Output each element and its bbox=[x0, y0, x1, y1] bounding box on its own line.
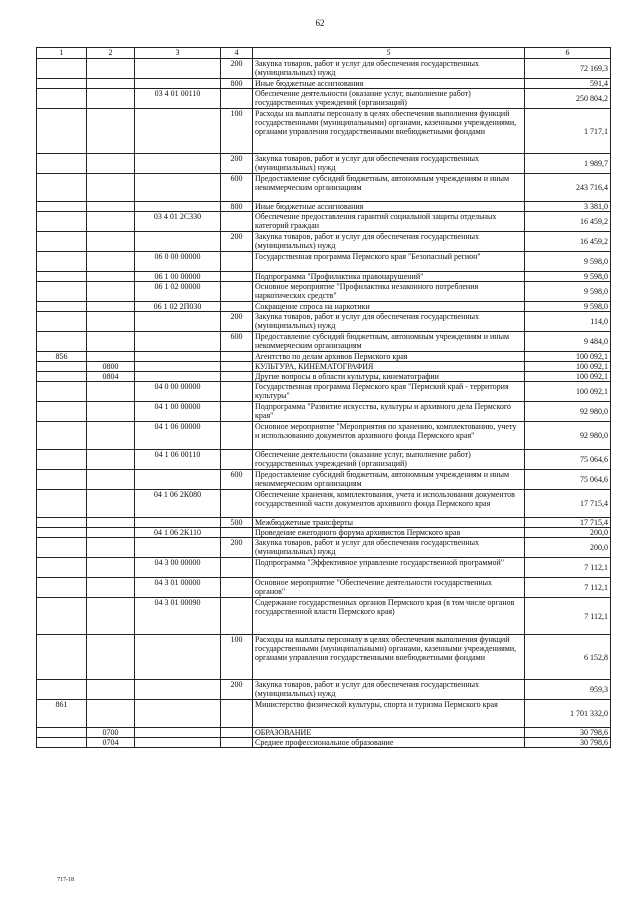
page-number: 62 bbox=[315, 18, 325, 28]
amount-cell: 16 459,2 bbox=[525, 212, 611, 232]
item-name-cell: Закупка товаров, работ и услуг для обеспечения государственных (муниципальных) нужд bbox=[253, 59, 525, 79]
amount-cell: 591,4 bbox=[525, 79, 611, 89]
section-code-cell bbox=[87, 282, 135, 302]
agency-code-cell bbox=[37, 382, 87, 402]
item-name-cell: Основное мероприятие "Профилактика незаконного потребления наркотических средств" bbox=[253, 282, 525, 302]
amount-cell: 1 717,1 bbox=[525, 109, 611, 154]
table-row bbox=[37, 332, 611, 352]
target-article-cell: 04 3 01 00000 bbox=[135, 578, 221, 598]
amount-cell: 7 112,1 bbox=[525, 558, 611, 578]
target-article-cell bbox=[135, 680, 221, 700]
section-code-cell bbox=[87, 700, 135, 728]
table-row bbox=[37, 202, 611, 212]
agency-code-cell bbox=[37, 109, 87, 154]
agency-code-cell bbox=[37, 154, 87, 174]
item-name-cell: ОБРАЗОВАНИЕ bbox=[253, 728, 525, 738]
table-row bbox=[37, 59, 611, 79]
target-article-cell: 04 3 00 00000 bbox=[135, 558, 221, 578]
footer-code: 717-18 bbox=[57, 877, 74, 883]
table-row bbox=[37, 272, 611, 282]
expense-type-cell: 600 bbox=[221, 470, 253, 490]
target-article-cell: 04 0 00 00000 bbox=[135, 382, 221, 402]
target-article-cell: 04 1 06 00110 bbox=[135, 450, 221, 470]
section-code-cell bbox=[87, 202, 135, 212]
table-row bbox=[37, 382, 611, 402]
target-article-cell bbox=[135, 174, 221, 202]
section-code-cell bbox=[87, 312, 135, 332]
expense-type-cell bbox=[221, 212, 253, 232]
expense-type-cell bbox=[221, 558, 253, 578]
expense-type-cell bbox=[221, 252, 253, 272]
expense-type-cell: 600 bbox=[221, 332, 253, 352]
agency-code-cell bbox=[37, 598, 87, 635]
section-code-cell bbox=[87, 578, 135, 598]
agency-code-cell bbox=[37, 680, 87, 700]
amount-cell: 9 598,0 bbox=[525, 282, 611, 302]
item-name-cell: Закупка товаров, работ и услуг для обеспечения государственных (муниципальных) нужд bbox=[253, 538, 525, 558]
column-number: 2 bbox=[87, 48, 135, 59]
target-article-cell bbox=[135, 635, 221, 680]
expense-type-cell bbox=[221, 402, 253, 422]
target-article-cell bbox=[135, 372, 221, 382]
table-row bbox=[37, 635, 611, 680]
item-name-cell: Государственная программа Пермского края "Безопасный регион" bbox=[253, 252, 525, 272]
amount-cell: 3 381,0 bbox=[525, 202, 611, 212]
target-article-cell bbox=[135, 79, 221, 89]
amount-cell: 250 804,2 bbox=[525, 89, 611, 109]
item-name-cell: Государственная программа Пермского края "Пермский край - территория культуры" bbox=[253, 382, 525, 402]
amount-cell: 243 716,4 bbox=[525, 174, 611, 202]
table-row bbox=[37, 282, 611, 302]
agency-code-cell bbox=[37, 558, 87, 578]
target-article-cell bbox=[135, 312, 221, 332]
target-article-cell bbox=[135, 362, 221, 372]
table-row bbox=[37, 372, 611, 382]
amount-cell: 92 980,0 bbox=[525, 402, 611, 422]
item-name-cell: Среднее профессиональное образование bbox=[253, 738, 525, 748]
column-number: 6 bbox=[525, 48, 611, 59]
amount-cell: 16 459,2 bbox=[525, 232, 611, 252]
section-code-cell bbox=[87, 272, 135, 282]
target-article-cell bbox=[135, 700, 221, 728]
agency-code-cell bbox=[37, 538, 87, 558]
amount-cell: 200,0 bbox=[525, 538, 611, 558]
item-name-cell: Закупка товаров, работ и услуг для обеспечения государственных (муниципальных) нужд bbox=[253, 154, 525, 174]
section-code-cell bbox=[87, 528, 135, 538]
table-row bbox=[37, 518, 611, 528]
table-row bbox=[37, 79, 611, 89]
item-name-cell: Предоставление субсидий бюджетным, автономным учреждениям и иным некоммерческим организациям bbox=[253, 470, 525, 490]
item-name-cell: Закупка товаров, работ и услуг для обеспечения государственных (муниципальных) нужд bbox=[253, 680, 525, 700]
section-code-cell bbox=[87, 174, 135, 202]
item-name-cell: Предоставление субсидий бюджетным, автономным учреждениям и иным некоммерческим организациям bbox=[253, 174, 525, 202]
agency-code-cell bbox=[37, 578, 87, 598]
target-article-cell: 04 1 06 2К080 bbox=[135, 490, 221, 518]
target-article-cell: 03 4 01 2С330 bbox=[135, 212, 221, 232]
amount-cell: 17 715,4 bbox=[525, 518, 611, 528]
table-row bbox=[37, 352, 611, 362]
agency-code-cell bbox=[37, 212, 87, 232]
expense-type-cell bbox=[221, 89, 253, 109]
section-code-cell: 0704 bbox=[87, 738, 135, 748]
item-name-cell: Межбюджетные трансферты bbox=[253, 518, 525, 528]
agency-code-cell: 861 bbox=[37, 700, 87, 728]
item-name-cell: КУЛЬТУРА, КИНЕМАТОГРАФИЯ bbox=[253, 362, 525, 372]
agency-code-cell bbox=[37, 490, 87, 518]
agency-code-cell bbox=[37, 402, 87, 422]
section-code-cell bbox=[87, 109, 135, 154]
item-name-cell: Подпрограмма "Развитие искусства, культуры и архивного дела Пермского края" bbox=[253, 402, 525, 422]
agency-code-cell bbox=[37, 738, 87, 748]
expense-type-cell: 800 bbox=[221, 202, 253, 212]
section-code-cell bbox=[87, 450, 135, 470]
target-article-cell bbox=[135, 518, 221, 528]
agency-code-cell bbox=[37, 362, 87, 372]
target-article-cell bbox=[135, 332, 221, 352]
agency-code-cell bbox=[37, 728, 87, 738]
agency-code-cell bbox=[37, 89, 87, 109]
item-name-cell: Иные бюджетные ассигнования bbox=[253, 202, 525, 212]
agency-code-cell bbox=[37, 59, 87, 79]
amount-cell: 200,0 bbox=[525, 528, 611, 538]
table-row bbox=[37, 312, 611, 332]
section-code-cell bbox=[87, 422, 135, 450]
item-name-cell: Содержание государственных органов Пермского края (в том числе органов государственной власти Пермского края) bbox=[253, 598, 525, 635]
column-number-row bbox=[37, 48, 611, 59]
item-name-cell: Предоставление субсидий бюджетным, автономным учреждениям и иным некоммерческим организациям bbox=[253, 332, 525, 352]
section-code-cell bbox=[87, 680, 135, 700]
expense-type-cell bbox=[221, 352, 253, 362]
section-code-cell: 0700 bbox=[87, 728, 135, 738]
table-row bbox=[37, 212, 611, 232]
table-row bbox=[37, 598, 611, 635]
expense-type-cell bbox=[221, 362, 253, 372]
section-code-cell bbox=[87, 538, 135, 558]
target-article-cell bbox=[135, 154, 221, 174]
expense-type-cell bbox=[221, 490, 253, 518]
agency-code-cell bbox=[37, 372, 87, 382]
amount-cell: 7 112,1 bbox=[525, 598, 611, 635]
agency-code-cell bbox=[37, 272, 87, 282]
section-code-cell bbox=[87, 382, 135, 402]
agency-code-cell bbox=[37, 422, 87, 450]
table-row bbox=[37, 252, 611, 272]
amount-cell: 72 169,3 bbox=[525, 59, 611, 79]
expense-type-cell bbox=[221, 738, 253, 748]
target-article-cell: 03 4 01 00110 bbox=[135, 89, 221, 109]
agency-code-cell bbox=[37, 282, 87, 302]
target-article-cell: 06 1 02 2П030 bbox=[135, 302, 221, 312]
expense-type-cell: 100 bbox=[221, 109, 253, 154]
agency-code-cell bbox=[37, 302, 87, 312]
amount-cell: 17 715,4 bbox=[525, 490, 611, 518]
section-code-cell bbox=[87, 558, 135, 578]
amount-cell: 100 092,1 bbox=[525, 372, 611, 382]
section-code-cell: 0800 bbox=[87, 362, 135, 372]
section-code-cell bbox=[87, 59, 135, 79]
expense-type-cell bbox=[221, 382, 253, 402]
section-code-cell bbox=[87, 635, 135, 680]
target-article-cell bbox=[135, 538, 221, 558]
table-row bbox=[37, 470, 611, 490]
item-name-cell: Обеспечение деятельности (оказание услуг, выполнение работ) государственных учреждений (организаций) bbox=[253, 89, 525, 109]
amount-cell: 9 484,0 bbox=[525, 332, 611, 352]
item-name-cell: Обеспечение деятельности (оказание услуг, выполнение работ) государственных учреждений (организаций) bbox=[253, 450, 525, 470]
agency-code-cell bbox=[37, 202, 87, 212]
column-number: 4 bbox=[221, 48, 253, 59]
agency-code-cell bbox=[37, 79, 87, 89]
expense-type-cell: 500 bbox=[221, 518, 253, 528]
amount-cell: 30 798,6 bbox=[525, 728, 611, 738]
expense-type-cell: 600 bbox=[221, 174, 253, 202]
table-row bbox=[37, 89, 611, 109]
item-name-cell: Основное мероприятие "Обеспечение деятельности государственных органов" bbox=[253, 578, 525, 598]
section-code-cell bbox=[87, 79, 135, 89]
amount-cell: 92 980,0 bbox=[525, 422, 611, 450]
expense-type-cell: 800 bbox=[221, 79, 253, 89]
amount-cell: 7 112,1 bbox=[525, 578, 611, 598]
column-number: 1 bbox=[37, 48, 87, 59]
table-row bbox=[37, 232, 611, 252]
table-row bbox=[37, 490, 611, 518]
amount-cell: 1 701 332,0 bbox=[525, 700, 611, 728]
agency-code-cell bbox=[37, 332, 87, 352]
amount-cell: 100 092,1 bbox=[525, 362, 611, 372]
item-name-cell: Подпрограмма "Эффективное управление государственной программой" bbox=[253, 558, 525, 578]
section-code-cell bbox=[87, 490, 135, 518]
item-name-cell: Закупка товаров, работ и услуг для обеспечения государственных (муниципальных) нужд bbox=[253, 312, 525, 332]
table-row bbox=[37, 402, 611, 422]
section-code-cell bbox=[87, 518, 135, 528]
table-row bbox=[37, 528, 611, 538]
amount-cell: 9 598,0 bbox=[525, 252, 611, 272]
table-row bbox=[37, 422, 611, 450]
agency-code-cell bbox=[37, 470, 87, 490]
target-article-cell bbox=[135, 59, 221, 79]
target-article-cell bbox=[135, 232, 221, 252]
expense-type-cell: 100 bbox=[221, 635, 253, 680]
expense-type-cell bbox=[221, 728, 253, 738]
expense-type-cell bbox=[221, 272, 253, 282]
section-code-cell bbox=[87, 470, 135, 490]
target-article-cell bbox=[135, 202, 221, 212]
target-article-cell: 04 3 01 00090 bbox=[135, 598, 221, 635]
expense-type-cell: 200 bbox=[221, 680, 253, 700]
table-row bbox=[37, 302, 611, 312]
column-number: 5 bbox=[253, 48, 525, 59]
agency-code-cell bbox=[37, 450, 87, 470]
table-row bbox=[37, 109, 611, 154]
amount-cell: 9 598,0 bbox=[525, 302, 611, 312]
expense-type-cell: 200 bbox=[221, 154, 253, 174]
target-article-cell: 06 1 00 00000 bbox=[135, 272, 221, 282]
target-article-cell bbox=[135, 738, 221, 748]
agency-code-cell bbox=[37, 252, 87, 272]
section-code-cell bbox=[87, 154, 135, 174]
table-row bbox=[37, 154, 611, 174]
expense-type-cell bbox=[221, 528, 253, 538]
item-name-cell: Иные бюджетные ассигнования bbox=[253, 79, 525, 89]
amount-cell: 30 798,6 bbox=[525, 738, 611, 748]
item-name-cell: Расходы на выплаты персоналу в целях обеспечения выполнения функций государственными (муниципальными) органами, казенными учреждениями, органами управления государственными внебюджетными фондами bbox=[253, 635, 525, 680]
item-name-cell: Агентство по делам архивов Пермского края bbox=[253, 352, 525, 362]
table-row bbox=[37, 578, 611, 598]
agency-code-cell bbox=[37, 528, 87, 538]
agency-code-cell bbox=[37, 232, 87, 252]
item-name-cell: Подпрограмма "Профилактика правонарушений" bbox=[253, 272, 525, 282]
target-article-cell bbox=[135, 109, 221, 154]
target-article-cell bbox=[135, 728, 221, 738]
amount-cell: 6 152,8 bbox=[525, 635, 611, 680]
item-name-cell: Сокращение спроса на наркотики bbox=[253, 302, 525, 312]
target-article-cell: 04 1 00 00000 bbox=[135, 402, 221, 422]
amount-cell: 1 989,7 bbox=[525, 154, 611, 174]
section-code-cell bbox=[87, 89, 135, 109]
table-row bbox=[37, 558, 611, 578]
item-name-cell: Обеспечение предоставления гарантий социальной защиты отдельных категорий граждан bbox=[253, 212, 525, 232]
table-row bbox=[37, 738, 611, 748]
item-name-cell: Расходы на выплаты персоналу в целях обеспечения выполнения функций государственными (муниципальными) органами, казенными учреждениями, органами управления государственными внебюджетными фондами bbox=[253, 109, 525, 154]
target-article-cell bbox=[135, 352, 221, 362]
expense-type-cell: 200 bbox=[221, 538, 253, 558]
table-row bbox=[37, 362, 611, 372]
item-name-cell: Закупка товаров, работ и услуг для обеспечения государственных (муниципальных) нужд bbox=[253, 232, 525, 252]
target-article-cell: 04 1 06 00000 bbox=[135, 422, 221, 450]
section-code-cell bbox=[87, 402, 135, 422]
amount-cell: 9 598,0 bbox=[525, 272, 611, 282]
table-row bbox=[37, 450, 611, 470]
expense-type-cell bbox=[221, 302, 253, 312]
budget-table bbox=[36, 47, 611, 748]
expense-type-cell bbox=[221, 282, 253, 302]
table-row bbox=[37, 728, 611, 738]
expense-type-cell bbox=[221, 598, 253, 635]
target-article-cell: 04 1 06 2К110 bbox=[135, 528, 221, 538]
table-row bbox=[37, 174, 611, 202]
table-row bbox=[37, 680, 611, 700]
section-code-cell bbox=[87, 302, 135, 312]
expense-type-cell bbox=[221, 700, 253, 728]
table-row bbox=[37, 538, 611, 558]
item-name-cell: Основное мероприятие "Мероприятия по хранению, комплектованию, учету и использованию документов архивного фонда Пермского края" bbox=[253, 422, 525, 450]
target-article-cell bbox=[135, 470, 221, 490]
amount-cell: 100 092,1 bbox=[525, 382, 611, 402]
agency-code-cell bbox=[37, 174, 87, 202]
expense-type-cell: 200 bbox=[221, 59, 253, 79]
section-code-cell bbox=[87, 232, 135, 252]
section-code-cell bbox=[87, 352, 135, 362]
item-name-cell: Проведение ежегодного форума архивистов Пермского края bbox=[253, 528, 525, 538]
agency-code-cell bbox=[37, 312, 87, 332]
item-name-cell: Министерство физической культуры, спорта и туризма Пермского края bbox=[253, 700, 525, 728]
expense-type-cell: 200 bbox=[221, 232, 253, 252]
table-row bbox=[37, 700, 611, 728]
target-article-cell: 06 1 02 00000 bbox=[135, 282, 221, 302]
agency-code-cell bbox=[37, 518, 87, 528]
section-code-cell bbox=[87, 252, 135, 272]
amount-cell: 100 092,1 bbox=[525, 352, 611, 362]
target-article-cell: 06 0 00 00000 bbox=[135, 252, 221, 272]
section-code-cell bbox=[87, 598, 135, 635]
amount-cell: 959,3 bbox=[525, 680, 611, 700]
section-code-cell bbox=[87, 212, 135, 232]
amount-cell: 75 064,6 bbox=[525, 470, 611, 490]
expense-type-cell bbox=[221, 578, 253, 598]
amount-cell: 75 064,6 bbox=[525, 450, 611, 470]
expense-type-cell bbox=[221, 372, 253, 382]
item-name-cell: Обеспечение хранения, комплектования, учета и использования документов государственной части документов архивного фонда Пермского края bbox=[253, 490, 525, 518]
expense-type-cell bbox=[221, 422, 253, 450]
agency-code-cell bbox=[37, 635, 87, 680]
section-code-cell bbox=[87, 332, 135, 352]
column-number: 3 bbox=[135, 48, 221, 59]
amount-cell: 114,0 bbox=[525, 312, 611, 332]
expense-type-cell bbox=[221, 450, 253, 470]
item-name-cell: Другие вопросы в области культуры, кинематографии bbox=[253, 372, 525, 382]
agency-code-cell: 856 bbox=[37, 352, 87, 362]
section-code-cell: 0804 bbox=[87, 372, 135, 382]
expense-type-cell: 200 bbox=[221, 312, 253, 332]
